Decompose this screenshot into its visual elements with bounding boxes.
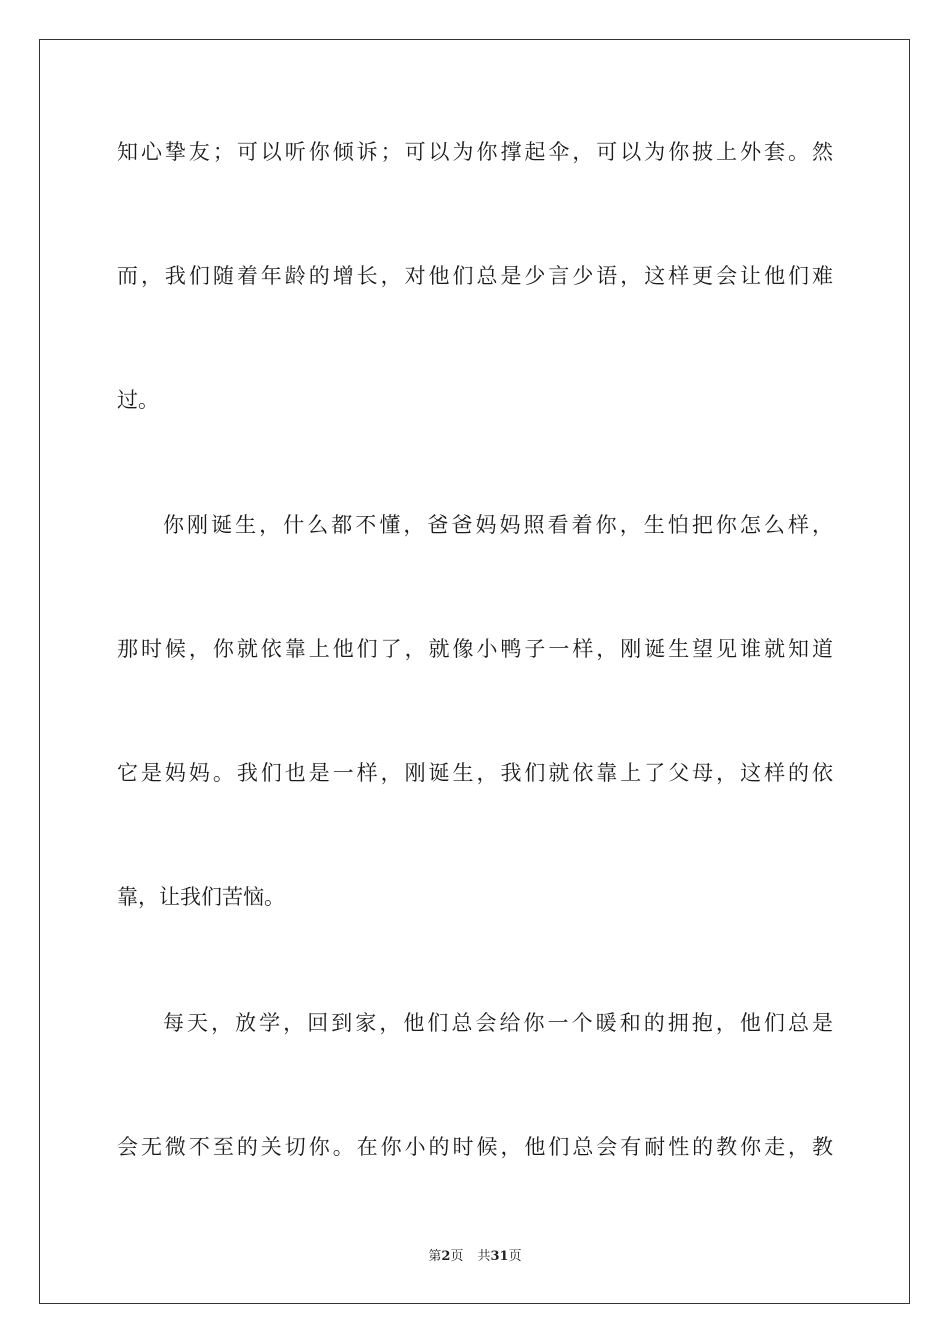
text-line-9: 会无微不至的关切你。在你小的时候，他们总会有耐性的教你走，教 bbox=[117, 1135, 833, 1159]
text-line-7: 靠，让我们苦恼。 bbox=[117, 885, 285, 909]
page-number: 2 bbox=[441, 1249, 451, 1264]
text-line-8: 每天，放学，回到家，他们总会给你一个暖和的拥抱，他们总是 bbox=[163, 1011, 833, 1035]
text-line-4: 你刚诞生，什么都不懂，爸爸妈妈照看着你，生怕把你怎么样， bbox=[163, 513, 833, 537]
text-line-6: 它是妈妈。我们也是一样，刚诞生，我们就依靠上了父母，这样的依 bbox=[117, 761, 833, 785]
total-pages: 31 bbox=[490, 1249, 509, 1264]
page-border bbox=[39, 39, 910, 1304]
page-label-suffix: 页 bbox=[450, 1249, 464, 1264]
text-line-5: 那时候，你就依靠上他们了，就像小鸭子一样，刚诞生望见谁就知道 bbox=[117, 637, 833, 661]
page-label-prefix: 第 bbox=[428, 1249, 442, 1264]
text-line-3: 过。 bbox=[117, 388, 159, 412]
total-label-suffix: 页 bbox=[508, 1249, 522, 1264]
text-line-1: 知心挚友；可以听你倾诉；可以为你撑起伞，可以为你披上外套。然 bbox=[117, 140, 833, 164]
page-footer bbox=[0, 1248, 950, 1266]
text-line-2: 而，我们随着年龄的增长，对他们总是少言少语，这样更会让他们难 bbox=[117, 264, 833, 288]
total-label-prefix: 共 bbox=[477, 1249, 491, 1264]
